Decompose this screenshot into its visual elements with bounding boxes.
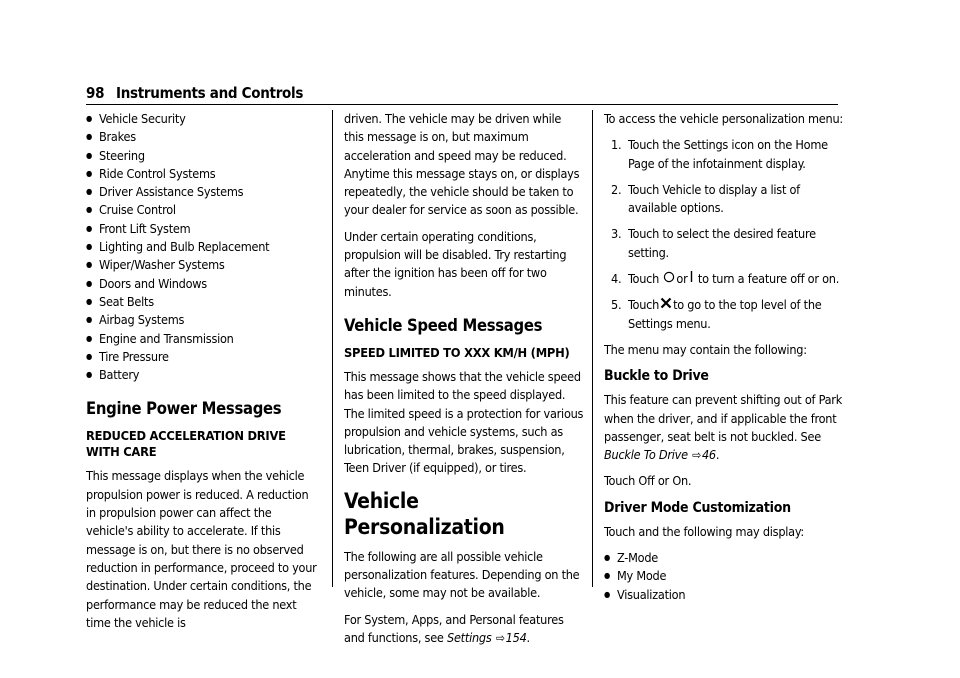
list-item: ● Wiper/Washer Systems (86, 256, 321, 274)
buckle-to-drive-heading: Buckle to Drive (604, 368, 709, 385)
list-item: ● Seat Belts (86, 293, 321, 311)
list-item: ● My Mode (604, 567, 846, 585)
vehicle-speed-heading: Vehicle Speed Messages (344, 315, 543, 335)
list-item: ● Cruise Control (86, 201, 321, 219)
list-item: ● Visualization (604, 586, 846, 604)
driver-mode-list (604, 549, 846, 604)
toggle-on-icon (689, 270, 694, 288)
driver-mode-intro: Touch and the following may display: (604, 523, 804, 539)
section-title: Instruments and Controls (116, 84, 304, 102)
list-item: ● Steering (86, 147, 321, 165)
system-list (86, 110, 321, 384)
list-item: ● Front Lift System (86, 220, 321, 238)
column-divider-left (332, 110, 333, 587)
continued-paragraph: driven. The vehicle may be driven while this message is on, but maximum acceleration and speed may be reduced. Anytime this message stays on, or displays repeatedly, the vehicle should be taken to your dealer for service as soon as possible. (344, 111, 580, 218)
step-item: 1. Touch the Settings icon on the Home Page of the infotainment display. (611, 137, 828, 171)
propulsion-disabled-paragraph: Under certain operating conditions, propulsion will be disabled. Try restarting after the ignition has been off for two minutes. (344, 228, 567, 299)
list-item: ● Engine and Transmission (86, 330, 321, 348)
settings-page-ref[interactable]: 154 (505, 629, 527, 645)
page-header (86, 82, 838, 105)
settings-reference-paragraph: For System, Apps, and Personal features and functions, see Settings ⇨154. (344, 611, 584, 648)
touch-off-on-text: Touch Off or On. (604, 473, 692, 489)
reduced-acceleration-body: This message displays when the vehicle propulsion power is reduced. A reduction in propulsion power can affect the vehicle's ability to accelerate. If this message is on, but there is no observed reduction in performance, proceed to your destination. Under certain conditions, the performance may be reduced the next time the vehicle is (86, 468, 317, 630)
buckle-page-ref[interactable]: 46 (701, 447, 716, 463)
list-item: ● Battery (86, 366, 321, 384)
menu-contents-note: The menu may contain the following: (604, 341, 807, 357)
settings-reference-text: For System, Apps, and Personal features and functions, see (344, 611, 564, 645)
column-middle (344, 110, 584, 655)
list-item: ● Ride Control Systems (86, 165, 321, 183)
access-menu-intro: To access the vehicle personalization menu: (604, 111, 843, 126)
ref-arrow-icon: ⇨ (692, 448, 701, 463)
column-right (604, 110, 846, 604)
personalization-body: The following are all possible vehicle personalization features. Depending on the vehicle, some may not be available. (344, 548, 580, 601)
vehicle-personalization-heading: Vehicle Personalization (344, 488, 505, 539)
list-item: ● Driver Assistance Systems (86, 183, 321, 201)
engine-power-heading: Engine Power Messages (86, 399, 282, 419)
steps-list (604, 136, 846, 333)
list-item: ● Brakes (86, 128, 321, 146)
column-divider-right (592, 110, 593, 587)
list-item: ● Doors and Windows (86, 275, 321, 293)
list-item: ● Airbag Systems (86, 311, 321, 329)
buckle-to-drive-body: This feature can prevent shifting out of Park when the driver, and if applicable the front passenger, seat belt is not buckled. See Buckle To Drive ⇨46. (604, 391, 846, 464)
ref-arrow-icon: ⇨ (495, 630, 505, 645)
driver-mode-heading: Driver Mode Customization (604, 499, 791, 516)
reduced-heading-line2: WITH CARE (86, 445, 157, 461)
step-item: 3. Touch to select the desired feature setting. (611, 226, 816, 260)
list-item: ● Vehicle Security (86, 110, 321, 128)
list-item: ● Lighting and Bulb Replacement (86, 238, 321, 256)
list-item: ● Z-Mode (604, 549, 846, 567)
step-item: 2. Touch Vehicle to display a list of available options. (611, 181, 800, 216)
step-item: 5. Touch to go to the top level of the Settings menu. (611, 297, 822, 331)
step-item: 4. Touch or to turn a feature off or on. (604, 270, 846, 288)
close-x-icon (660, 296, 672, 314)
speed-limited-body: This message shows that the vehicle speed has been limited to the speed displayed. The limited speed is a protection for various propulsion and vehicle systems, such as lubrication, thermal, brakes, suspension, Teen Driver (if equipped), or tires. (344, 368, 584, 476)
toggle-off-icon (663, 270, 675, 288)
settings-link[interactable]: Settings (447, 629, 492, 645)
page-number: 98 (86, 84, 105, 102)
buckle-to-drive-link[interactable]: Buckle To Drive (604, 447, 688, 463)
column-left (86, 110, 321, 640)
list-item: ● Tire Pressure (86, 348, 321, 366)
reduced-acceleration-heading (86, 429, 321, 461)
speed-limited-heading: SPEED LIMITED TO XXX KM/H (MPH) (344, 345, 570, 361)
reduced-heading-line1: REDUCED ACCELERATION DRIVE (86, 429, 286, 445)
